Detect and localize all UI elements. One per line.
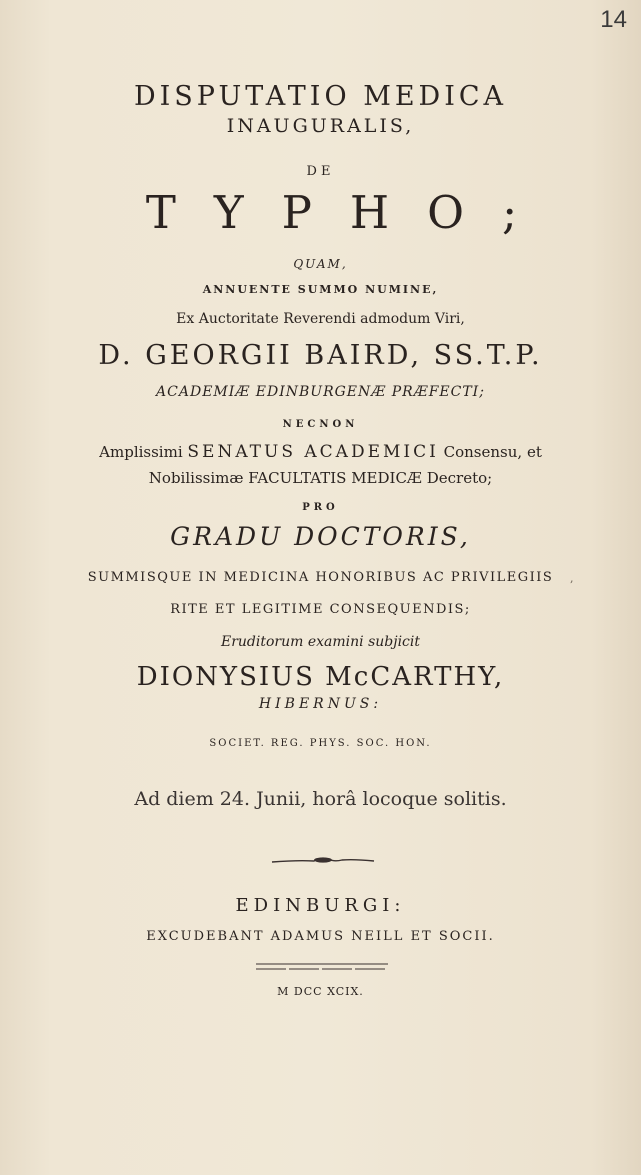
double-rule-divider [256,962,388,972]
imprint-city: EDINBURGI: [235,895,406,916]
society-line: SOCIET. REG. PHYS. SOC. HON. [209,738,432,749]
eruditorum-line: Eruditorum examini subjicit [220,634,420,650]
hibernus-line: HIBERNUS: [258,696,383,712]
printer-line: EXCUDEBANT ADAMUS NEILL ET SOCII. [146,929,495,944]
academiae-line: ACADEMIÆ EDINBURGENÆ PRÆFECTI; [156,384,485,400]
senatus-pre: Amplissimi [99,443,183,461]
stray-mark: , [570,572,574,585]
subject-title: TYPHO; [145,186,556,239]
rite-line: RITE ET LEGITIME CONSEQUENDIS; [170,602,471,617]
auctoritate-line: Ex Auctoritate Reverendi admodum Viri, [176,311,465,327]
senatus-caps: SENATUS ACADEMICI [187,442,439,462]
gradu-doctoris: GRADU DOCTORIS, [170,522,471,551]
printer-ornament-icon [268,856,378,866]
de-line: DE [306,164,335,179]
author-name: DIONYSIUS McCARTHY, [136,662,505,692]
pro-line: PRO [302,502,339,513]
senatus-line [0,444,641,461]
imprint-year: M DCC XCIX. [277,985,364,998]
annuente-line: ANNUENTE SUMMO NUMINE, [202,283,439,296]
title-line-1: DISPUTATIO MEDICA [133,81,508,112]
necnon-line: NECNON [282,419,359,430]
date-line: Ad diem 24. Junii, horâ locoque solitis. [134,788,507,810]
senatus-post: Consensu, et [443,443,542,461]
baird-name: D. GEORGII BAIRD, SS.T.P. [98,340,543,371]
title-line-2: INAUGURALIS, [226,115,415,137]
quam-line: QUAM, [293,257,348,271]
page-number-mark: 14 [600,6,627,33]
summisque-line: SUMMISQUE IN MEDICINA HONORIBUS AC PRIVILEGIIS [87,570,554,585]
facultatis-line: Nobilissimæ FACULTATIS MEDICÆ Decreto; [148,469,493,487]
